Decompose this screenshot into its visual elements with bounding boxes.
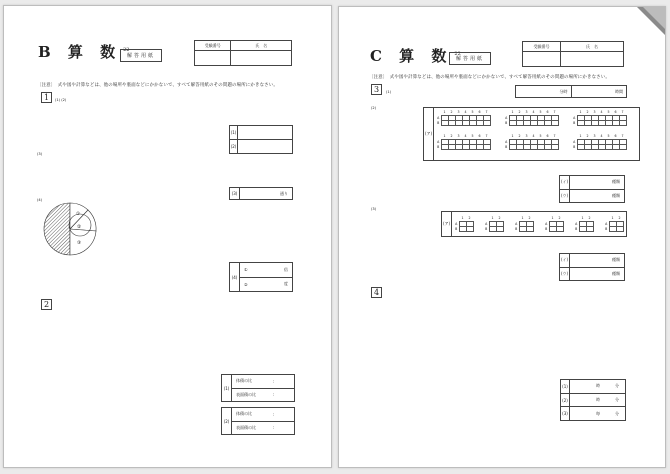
grid-column-header: 5 bbox=[607, 134, 610, 139]
q1-answer-box-1-2 bbox=[229, 125, 293, 154]
grid-column-header: 6 bbox=[546, 110, 549, 115]
grid-column-header: 2 bbox=[586, 110, 589, 115]
exam-number-field[interactable] bbox=[195, 51, 231, 65]
q2-2-row-1[interactable] bbox=[232, 408, 294, 422]
pie-figure bbox=[42, 201, 98, 257]
page-title bbox=[38, 41, 130, 62]
q3-1-right-unit: 時間 bbox=[615, 88, 623, 94]
grid-cell[interactable] bbox=[489, 226, 496, 231]
ab-grid-table bbox=[484, 216, 504, 232]
row-label: ② bbox=[244, 281, 248, 287]
grid-cell[interactable] bbox=[483, 120, 490, 125]
grid-cell[interactable] bbox=[605, 120, 612, 125]
grid-column-header: 1 bbox=[511, 110, 514, 115]
q1-tag-2: (2) bbox=[230, 140, 238, 153]
q3-sub-2: (2) bbox=[371, 106, 377, 110]
grid-cell[interactable] bbox=[598, 144, 605, 149]
grid-cell[interactable] bbox=[455, 144, 462, 149]
title-number: 22 bbox=[123, 47, 130, 53]
q3-answer-box-1[interactable] bbox=[515, 85, 627, 98]
grid-row-label: B bbox=[573, 144, 576, 149]
grid-column-header: 2 bbox=[586, 134, 589, 139]
row-tag: (イ) bbox=[560, 176, 570, 189]
grid-cell[interactable] bbox=[476, 120, 483, 125]
row-tag: (1) bbox=[561, 380, 570, 393]
grid-column-header: 2 bbox=[518, 134, 521, 139]
grid-cell[interactable] bbox=[448, 144, 455, 149]
grid-column-header: 3 bbox=[593, 110, 596, 115]
answer-sheet-label: 解答用紙 bbox=[449, 52, 491, 65]
grid-row-label: A bbox=[573, 115, 576, 120]
grid-cell[interactable] bbox=[598, 120, 605, 125]
grid-cell[interactable] bbox=[612, 144, 619, 149]
grid-column-header: 3 bbox=[457, 134, 460, 139]
row-unit: 分 bbox=[615, 397, 619, 402]
grid-column-header: 4 bbox=[464, 134, 467, 139]
q1-4-row-1[interactable] bbox=[240, 263, 292, 278]
grid-cell[interactable] bbox=[469, 144, 476, 149]
q3-grid2-area bbox=[452, 212, 626, 236]
grid-cell[interactable] bbox=[523, 144, 530, 149]
grid-cell[interactable] bbox=[619, 120, 626, 125]
grid-column-header: 1 bbox=[521, 216, 524, 221]
grid-cell[interactable] bbox=[586, 226, 593, 231]
answer-sheet-label: 解答用紙 bbox=[120, 49, 162, 62]
grid-row-label: B bbox=[437, 120, 440, 125]
grid-column-header: 1 bbox=[551, 216, 554, 221]
answer-sheet-b bbox=[3, 5, 332, 468]
grid-cell[interactable] bbox=[459, 226, 466, 231]
q1-sub-4: (4) bbox=[37, 198, 43, 202]
grid-row-label: B bbox=[515, 226, 518, 231]
grid-cell[interactable] bbox=[537, 144, 544, 149]
grid-column-header: 6 bbox=[478, 134, 481, 139]
grid-row-label: A bbox=[455, 221, 458, 226]
row-unit: 種類 bbox=[612, 192, 620, 198]
grid-column-header: 4 bbox=[532, 134, 535, 139]
grid-column-header: 1 bbox=[443, 110, 446, 115]
page-corner-fold-light bbox=[643, 7, 665, 29]
grid-cell[interactable] bbox=[530, 144, 537, 149]
grid-column-header: 5 bbox=[539, 110, 542, 115]
note-label: 〔注意〕 bbox=[37, 83, 54, 88]
row-label: 毎 bbox=[596, 410, 600, 416]
grid-cell[interactable] bbox=[523, 120, 530, 125]
q2-1-row-2[interactable] bbox=[232, 389, 294, 402]
grid-column-header: 7 bbox=[621, 134, 624, 139]
grid-row-label: A bbox=[573, 139, 576, 144]
grid-column-header: 1 bbox=[491, 216, 494, 221]
q3-grid2-tag: (ア) bbox=[442, 212, 452, 236]
grid-column-header: 1 bbox=[579, 110, 582, 115]
grid-column-header: 1 bbox=[579, 134, 582, 139]
grid-column-header: 7 bbox=[485, 134, 488, 139]
grid-row-label: A bbox=[545, 221, 548, 226]
grid-column-header: 1 bbox=[581, 216, 584, 221]
pie-slice-3 bbox=[70, 229, 96, 255]
q4-answer-box bbox=[560, 379, 626, 421]
grid-cell[interactable] bbox=[591, 120, 598, 125]
grid-cell[interactable] bbox=[509, 120, 516, 125]
grid-cell[interactable] bbox=[619, 144, 626, 149]
grid-column-header: 2 bbox=[518, 110, 521, 115]
row-unit: 分 bbox=[615, 383, 619, 389]
q2-2-row-2[interactable] bbox=[232, 422, 294, 435]
row-tag: (ウ) bbox=[560, 268, 570, 281]
grid-column-header: 7 bbox=[621, 110, 624, 115]
row-label: 体積の比 bbox=[236, 411, 252, 417]
q3-iu2-row-1[interactable] bbox=[560, 254, 624, 268]
grid-column-header: 1 bbox=[461, 216, 464, 221]
row-tag: (ウ) bbox=[560, 190, 570, 203]
grid-cell[interactable] bbox=[462, 120, 469, 125]
grid-row-label: A bbox=[575, 221, 578, 226]
grid-cell[interactable] bbox=[605, 144, 612, 149]
row-tag: (イ) bbox=[560, 254, 570, 267]
ab-grid-table bbox=[514, 216, 534, 232]
id-box bbox=[194, 40, 292, 66]
grid-cell[interactable] bbox=[544, 120, 551, 125]
q3-grid-area bbox=[434, 108, 639, 160]
grid-row-label: B bbox=[437, 144, 440, 149]
q1-tag-3: (3) bbox=[230, 188, 240, 199]
question-1-number: 1 bbox=[41, 92, 52, 103]
q1-unit-3: 通り bbox=[280, 190, 288, 196]
grid-row-label: B bbox=[455, 226, 458, 231]
grid-column-header: 4 bbox=[600, 110, 603, 115]
grid-cell[interactable] bbox=[579, 226, 586, 231]
grid-row-label: B bbox=[575, 226, 578, 231]
name-label: 氏 名 bbox=[561, 42, 623, 52]
grid-row-label: A bbox=[505, 115, 508, 120]
grid-row-label: B bbox=[485, 226, 488, 231]
grid-column-header: 2 bbox=[618, 216, 621, 221]
grid-cell[interactable] bbox=[441, 144, 448, 149]
row-unit: : bbox=[272, 392, 274, 398]
q1-sub-3: (3) bbox=[37, 152, 43, 156]
grid-column-header: 6 bbox=[614, 134, 617, 139]
grid-cell[interactable] bbox=[584, 144, 591, 149]
grid-cell[interactable] bbox=[469, 120, 476, 125]
grid-cell[interactable] bbox=[519, 226, 526, 231]
q2-1-row-1[interactable] bbox=[232, 375, 294, 389]
row-unit: 種類 bbox=[612, 179, 620, 185]
note-label: 〔注意〕 bbox=[369, 75, 386, 80]
q3-iu2-row-2[interactable] bbox=[560, 268, 624, 281]
name-field[interactable] bbox=[561, 52, 623, 66]
grid-column-header: 1 bbox=[443, 134, 446, 139]
q3-iu-row-1[interactable] bbox=[560, 176, 624, 190]
q3-grid-panel bbox=[423, 107, 640, 161]
answer-sheet-c bbox=[338, 6, 666, 468]
q1-4-row-2[interactable] bbox=[240, 278, 292, 292]
ab-grid-table bbox=[544, 216, 564, 232]
grid-column-header: 3 bbox=[593, 134, 596, 139]
row-tag: (3) bbox=[561, 407, 570, 420]
grid-column-header: 6 bbox=[546, 134, 549, 139]
ab-grid-table bbox=[504, 134, 559, 150]
row-label: 時 bbox=[596, 383, 600, 389]
row-unit: : bbox=[272, 411, 274, 417]
grid-cell[interactable] bbox=[616, 226, 623, 231]
title-number: 22 bbox=[454, 51, 461, 57]
row-unit: 種類 bbox=[612, 257, 620, 263]
ab-grid-table bbox=[504, 110, 559, 126]
q3-sub-1: (1) bbox=[386, 90, 392, 94]
name-label: 氏 名 bbox=[231, 41, 291, 51]
grid-cell[interactable] bbox=[509, 144, 516, 149]
grid-column-header: 3 bbox=[525, 134, 528, 139]
grid-cell[interactable] bbox=[441, 120, 448, 125]
grid-cell[interactable] bbox=[455, 120, 462, 125]
grid-cell[interactable] bbox=[609, 226, 616, 231]
row-unit: 種類 bbox=[612, 270, 620, 276]
grid-column-header: 2 bbox=[588, 216, 591, 221]
name-field[interactable] bbox=[231, 51, 291, 65]
q3-grid-tag: (ア) bbox=[424, 108, 434, 160]
q1-row-1[interactable] bbox=[230, 126, 292, 140]
row-unit: 分 bbox=[615, 410, 619, 416]
q4-row-1[interactable] bbox=[561, 380, 625, 394]
q3-iu-row-2[interactable] bbox=[560, 190, 624, 203]
grid-row-label: A bbox=[437, 139, 440, 144]
row-label: ① bbox=[244, 267, 248, 273]
note-text: 式や図や計算などは、他の場所や裏面などにかかないで、すべて解答用紙のその問題の場所にかきなさい。 bbox=[389, 75, 610, 80]
grid-cell[interactable] bbox=[551, 120, 558, 125]
grid-column-header: 1 bbox=[511, 134, 514, 139]
grid-cell[interactable] bbox=[462, 144, 469, 149]
grid-cell[interactable] bbox=[549, 226, 556, 231]
grid-row-label: A bbox=[485, 221, 488, 226]
grid-cell[interactable] bbox=[530, 120, 537, 125]
row-unit: 度 bbox=[284, 281, 288, 287]
note-text: 式や図や計算などは、他の場所や裏面などにかかないで、すべて解答用紙のその問題の場所にかきなさい。 bbox=[57, 83, 278, 88]
grid-cell[interactable] bbox=[584, 120, 591, 125]
ab-grid-table bbox=[604, 216, 624, 232]
q1-tag-4: (4) bbox=[230, 263, 240, 291]
grid-column-header: 5 bbox=[539, 134, 542, 139]
question-4-number: 4 bbox=[371, 287, 382, 298]
grid-cell[interactable] bbox=[448, 120, 455, 125]
ab-grid-table bbox=[454, 216, 474, 232]
grid-column-header: 6 bbox=[614, 110, 617, 115]
grid-row-label: A bbox=[437, 115, 440, 120]
grid-column-header: 5 bbox=[471, 110, 474, 115]
grid-column-header: 4 bbox=[532, 110, 535, 115]
exam-number-label: 受験番号 bbox=[195, 41, 231, 51]
grid-column-header: 4 bbox=[600, 134, 603, 139]
question-3-number: 3 bbox=[371, 84, 382, 95]
grid-cell[interactable] bbox=[516, 144, 523, 149]
grid-cell[interactable] bbox=[577, 120, 584, 125]
grid-column-header: 2 bbox=[450, 110, 453, 115]
grid-column-header: 5 bbox=[471, 134, 474, 139]
q1-row-2[interactable] bbox=[230, 140, 292, 153]
grid-row-label: B bbox=[605, 226, 608, 231]
grid-column-header: 2 bbox=[498, 216, 501, 221]
grid-column-header: 7 bbox=[485, 110, 488, 115]
question-2-number: 2 bbox=[41, 299, 52, 310]
row-label: 表面積の比 bbox=[236, 391, 256, 397]
ab-grid-table bbox=[572, 110, 627, 126]
grid-column-header: 4 bbox=[464, 110, 467, 115]
grid-cell[interactable] bbox=[556, 226, 563, 231]
row-unit: : bbox=[272, 425, 274, 431]
grid-column-header: 3 bbox=[525, 110, 528, 115]
grid-row-label: A bbox=[605, 221, 608, 226]
grid-column-header: 1 bbox=[611, 216, 614, 221]
row-label: 表面積の比 bbox=[236, 424, 256, 430]
q4-row-3[interactable] bbox=[561, 407, 625, 420]
row-unit: 倍 bbox=[284, 266, 288, 272]
grid-column-header: 6 bbox=[478, 110, 481, 115]
instructions bbox=[369, 74, 610, 80]
q2-tag-2: (2) bbox=[222, 408, 232, 434]
grid-row-label: B bbox=[505, 144, 508, 149]
title-text: B 算 数 bbox=[38, 43, 122, 61]
grid-column-header: 2 bbox=[558, 216, 561, 221]
grid-column-header: 2 bbox=[528, 216, 531, 221]
grid-cell[interactable] bbox=[591, 144, 598, 149]
pie-hatched-half bbox=[44, 203, 70, 255]
q3-sub-3: (3) bbox=[371, 207, 377, 211]
grid-cell[interactable] bbox=[483, 144, 490, 149]
q1-tag-1: (1) bbox=[230, 126, 238, 139]
q2-answer-box-2 bbox=[221, 407, 295, 435]
grid-cell[interactable] bbox=[476, 144, 483, 149]
grid-row-label: A bbox=[515, 221, 518, 226]
id-box bbox=[522, 41, 624, 67]
grid-column-header: 7 bbox=[553, 134, 556, 139]
grid-cell[interactable] bbox=[537, 120, 544, 125]
grid-row-label: B bbox=[505, 120, 508, 125]
grid-cell[interactable] bbox=[551, 144, 558, 149]
grid-column-header: 3 bbox=[457, 110, 460, 115]
ab-grid-table bbox=[436, 134, 491, 150]
grid-column-header: 5 bbox=[607, 110, 610, 115]
ab-grid-table bbox=[572, 134, 627, 150]
row-unit: : bbox=[272, 378, 274, 384]
pie-label-3: ③ bbox=[76, 241, 82, 246]
grid-cell[interactable] bbox=[496, 226, 503, 231]
grid-cell[interactable] bbox=[544, 144, 551, 149]
grid-row-label: B bbox=[545, 226, 548, 231]
grid-cell[interactable] bbox=[526, 226, 533, 231]
ab-grid-table bbox=[436, 110, 491, 126]
q1-answer-box-3[interactable] bbox=[229, 187, 293, 200]
q3-answer-box-iu bbox=[559, 175, 625, 203]
grid-column-header: 7 bbox=[553, 110, 556, 115]
q1-answer-box-4 bbox=[229, 262, 293, 292]
grid-row-label: A bbox=[505, 139, 508, 144]
grid-cell[interactable] bbox=[516, 120, 523, 125]
page-title bbox=[370, 45, 461, 66]
row-label: 体積の比 bbox=[236, 378, 252, 384]
q3-answer-box-iu2 bbox=[559, 253, 625, 281]
row-label: 時 bbox=[596, 397, 600, 402]
instructions bbox=[37, 82, 278, 88]
ab-grid-table bbox=[574, 216, 594, 232]
grid-column-header: 2 bbox=[468, 216, 471, 221]
grid-column-header: 2 bbox=[450, 134, 453, 139]
q2-answer-box-1 bbox=[221, 374, 295, 402]
grid-cell[interactable] bbox=[466, 226, 473, 231]
grid-cell[interactable] bbox=[577, 144, 584, 149]
q3-grid2-panel bbox=[441, 211, 627, 237]
q1-sub-1-2: (1) (2) bbox=[55, 98, 67, 102]
exam-number-field[interactable] bbox=[523, 52, 561, 66]
title-text: C 算 数 bbox=[370, 47, 453, 65]
row-tag: (2) bbox=[561, 394, 570, 407]
q3-1-left-unit: 分時 bbox=[516, 86, 572, 97]
grid-cell[interactable] bbox=[612, 120, 619, 125]
q2-tag-1: (1) bbox=[222, 375, 232, 401]
pie-label-2: ② bbox=[76, 225, 82, 230]
exam-number-label: 受験番号 bbox=[523, 42, 561, 52]
pie-label-1: ① bbox=[75, 212, 81, 217]
grid-row-label: B bbox=[573, 120, 576, 125]
q4-row-2[interactable] bbox=[561, 394, 625, 408]
